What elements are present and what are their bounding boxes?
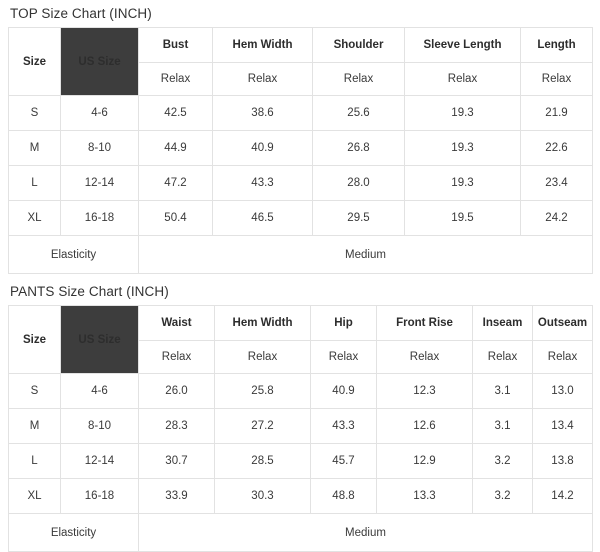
- pants-row-2-size: L: [9, 444, 61, 479]
- top-row-1-shoulder: 26.8: [313, 131, 405, 166]
- top-fit-hem-width: Relax: [213, 63, 313, 96]
- pants-row-1-size: M: [9, 409, 61, 444]
- top-row-2-us: 12-14: [61, 166, 139, 201]
- table-row: [9, 131, 593, 166]
- top-header-shoulder: Shoulder: [313, 28, 405, 63]
- pants-row-2-inseam: 3.2: [473, 444, 533, 479]
- pants-fit-hip: Relax: [311, 341, 377, 374]
- top-header-us-size: US Size: [61, 28, 139, 96]
- pants-row-1-us: 8-10: [61, 409, 139, 444]
- top-header-size: Size: [9, 28, 61, 96]
- top-header-sleeve-length: Sleeve Length: [405, 28, 521, 63]
- pants-row-1-hem-width: 27.2: [215, 409, 311, 444]
- pants-row-3-front-rise: 13.3: [377, 479, 473, 514]
- top-fit-bust: Relax: [139, 63, 213, 96]
- top-row-3-sleeve-length: 19.5: [405, 201, 521, 236]
- pants-header-outseam: Outseam: [533, 306, 593, 341]
- pants-chart-title: PANTS Size Chart (INCH): [10, 284, 169, 299]
- top-row-0-sleeve-length: 19.3: [405, 96, 521, 131]
- top-fit-shoulder: Relax: [313, 63, 405, 96]
- top-row-1-sleeve-length: 19.3: [405, 131, 521, 166]
- pants-header-hem-width: Hem Width: [215, 306, 311, 341]
- pants-header-waist: Waist: [139, 306, 215, 341]
- top-row-0-size: S: [9, 96, 61, 131]
- pants-row-3-us: 16-18: [61, 479, 139, 514]
- pants-fit-inseam: Relax: [473, 341, 533, 374]
- pants-row-2-us: 12-14: [61, 444, 139, 479]
- pants-row-3-waist: 33.9: [139, 479, 215, 514]
- table-row: [9, 444, 593, 479]
- pants-row-0-front-rise: 12.3: [377, 374, 473, 409]
- top-size-table: [8, 27, 593, 274]
- pants-row-3-inseam: 3.2: [473, 479, 533, 514]
- pants-row-1-front-rise: 12.6: [377, 409, 473, 444]
- top-row-2-shoulder: 28.0: [313, 166, 405, 201]
- pants-row-0-outseam: 13.0: [533, 374, 593, 409]
- top-row-3-size: XL: [9, 201, 61, 236]
- top-row-3-length: 24.2: [521, 201, 593, 236]
- pants-row-1-hip: 43.3: [311, 409, 377, 444]
- pants-row-2-waist: 30.7: [139, 444, 215, 479]
- pants-row-2-hip: 45.7: [311, 444, 377, 479]
- top-row-2-size: L: [9, 166, 61, 201]
- top-row-3-us: 16-18: [61, 201, 139, 236]
- top-row-1-length: 22.6: [521, 131, 593, 166]
- top-row-0-us: 4-6: [61, 96, 139, 131]
- table-row: [9, 374, 593, 409]
- top-row-3-bust: 50.4: [139, 201, 213, 236]
- top-fit-sleeve-length: Relax: [405, 63, 521, 96]
- pants-row-0-us: 4-6: [61, 374, 139, 409]
- top-row-3-shoulder: 29.5: [313, 201, 405, 236]
- top-row-3-hem-width: 46.5: [213, 201, 313, 236]
- top-header-row: [9, 28, 593, 63]
- top-header-length: Length: [521, 28, 593, 63]
- table-row: [9, 96, 593, 131]
- pants-row-3-hip: 48.8: [311, 479, 377, 514]
- top-row-0-shoulder: 25.6: [313, 96, 405, 131]
- pants-elasticity-value: Medium: [139, 514, 593, 552]
- pants-row-1-waist: 28.3: [139, 409, 215, 444]
- pants-fit-front-rise: Relax: [377, 341, 473, 374]
- pants-fit-outseam: Relax: [533, 341, 593, 374]
- top-fit-length: Relax: [521, 63, 593, 96]
- pants-header-size: Size: [9, 306, 61, 374]
- top-row-0-bust: 42.5: [139, 96, 213, 131]
- pants-row-0-inseam: 3.1: [473, 374, 533, 409]
- pants-row-3-size: XL: [9, 479, 61, 514]
- pants-row-0-waist: 26.0: [139, 374, 215, 409]
- top-row-2-hem-width: 43.3: [213, 166, 313, 201]
- top-row-2-length: 23.4: [521, 166, 593, 201]
- pants-row-2-outseam: 13.8: [533, 444, 593, 479]
- top-row-1-hem-width: 40.9: [213, 131, 313, 166]
- pants-header-inseam: Inseam: [473, 306, 533, 341]
- top-row-1-bust: 44.9: [139, 131, 213, 166]
- pants-row-0-size: S: [9, 374, 61, 409]
- table-row: [9, 166, 593, 201]
- pants-header-front-rise: Front Rise: [377, 306, 473, 341]
- pants-row-3-outseam: 14.2: [533, 479, 593, 514]
- top-row-2-bust: 47.2: [139, 166, 213, 201]
- pants-header-hip: Hip: [311, 306, 377, 341]
- top-chart-title: TOP Size Chart (INCH): [10, 6, 152, 21]
- pants-row-0-hip: 40.9: [311, 374, 377, 409]
- top-header-hem-width: Hem Width: [213, 28, 313, 63]
- pants-row-1-outseam: 13.4: [533, 409, 593, 444]
- pants-row-2-front-rise: 12.9: [377, 444, 473, 479]
- top-row-1-us: 8-10: [61, 131, 139, 166]
- table-row: [9, 201, 593, 236]
- table-row: [9, 409, 593, 444]
- top-elasticity-label: Elasticity: [9, 236, 139, 274]
- pants-header-row: [9, 306, 593, 341]
- top-row-1-size: M: [9, 131, 61, 166]
- top-row-0-length: 21.9: [521, 96, 593, 131]
- pants-row-2-hem-width: 28.5: [215, 444, 311, 479]
- top-row-2-sleeve-length: 19.3: [405, 166, 521, 201]
- pants-header-us-size: US Size: [61, 306, 139, 374]
- pants-elasticity-label: Elasticity: [9, 514, 139, 552]
- pants-size-chart-section: [8, 284, 592, 552]
- pants-row-0-hem-width: 25.8: [215, 374, 311, 409]
- top-elasticity-row: [9, 236, 593, 274]
- pants-size-table: [8, 305, 593, 552]
- table-row: [9, 479, 593, 514]
- top-size-chart-section: [8, 6, 592, 274]
- pants-fit-hem-width: Relax: [215, 341, 311, 374]
- pants-row-3-hem-width: 30.3: [215, 479, 311, 514]
- pants-fit-waist: Relax: [139, 341, 215, 374]
- pants-row-1-inseam: 3.1: [473, 409, 533, 444]
- top-header-bust: Bust: [139, 28, 213, 63]
- top-row-0-hem-width: 38.6: [213, 96, 313, 131]
- top-elasticity-value: Medium: [139, 236, 593, 274]
